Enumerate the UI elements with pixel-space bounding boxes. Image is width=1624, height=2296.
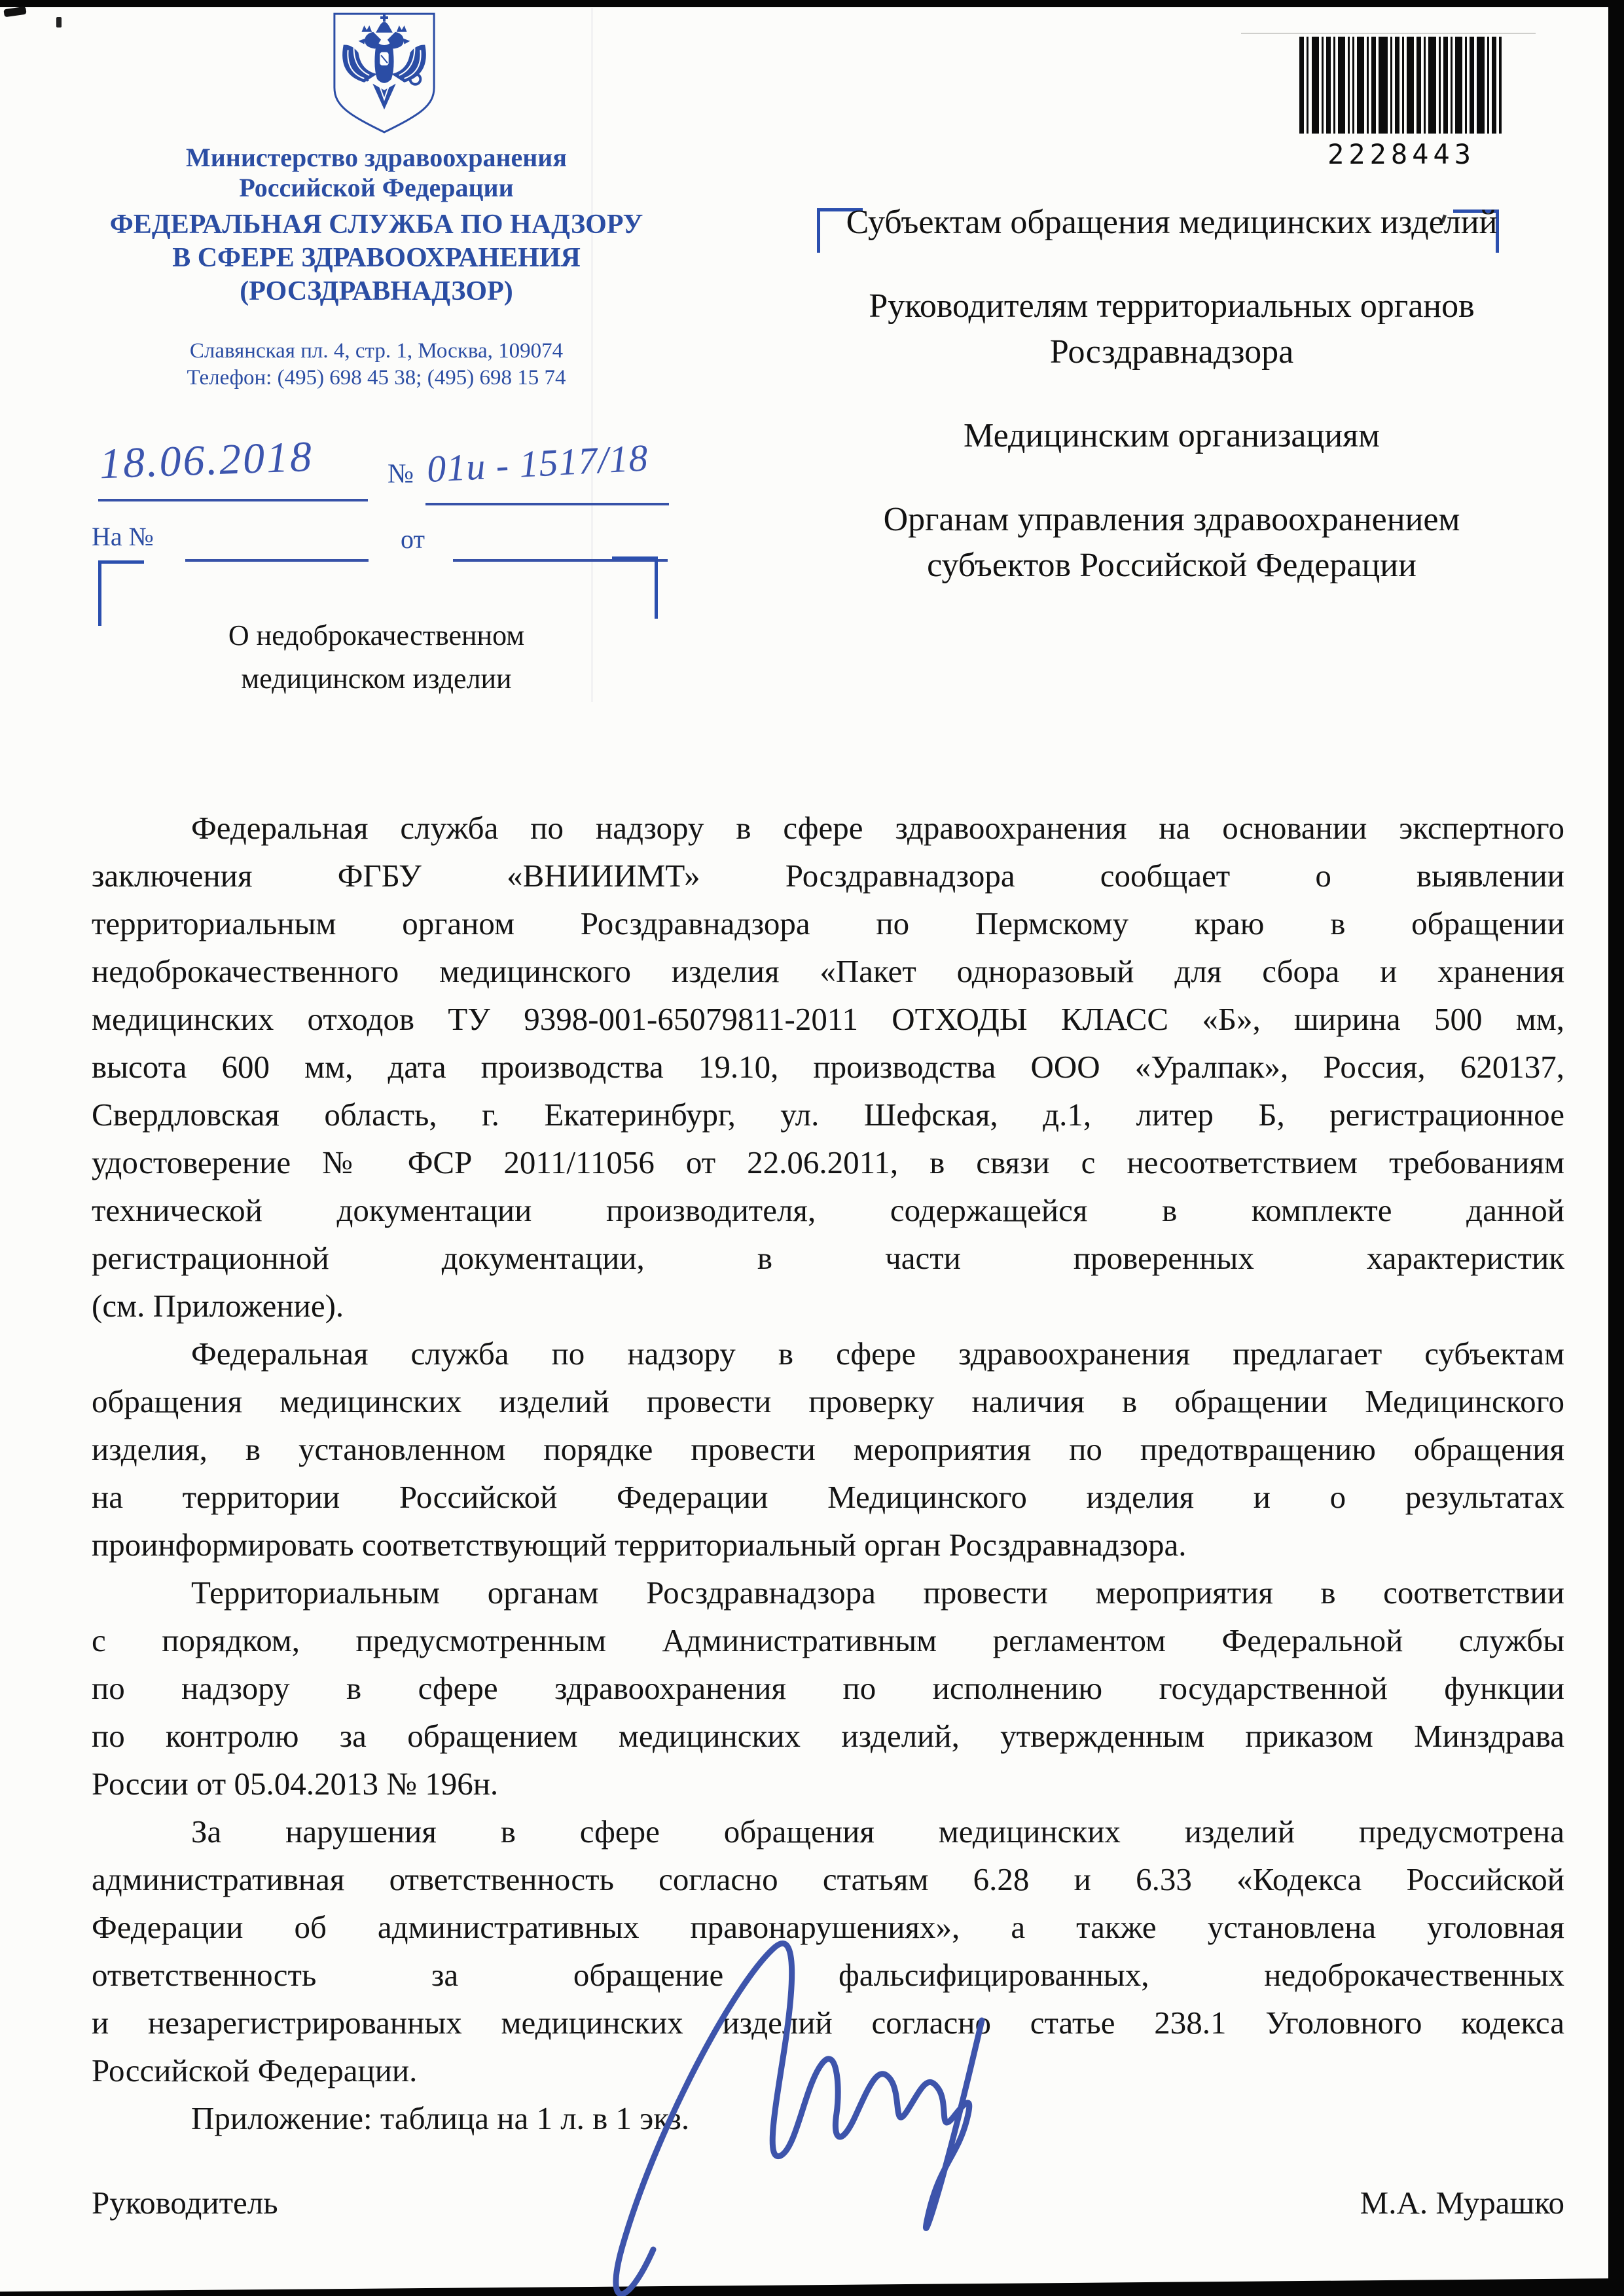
address-line: Телефон: (495) 698 45 38; (495) 698 15 74 [187, 366, 566, 390]
russia-coat-of-arms-icon [329, 10, 439, 136]
handwritten-outgoing-number: 01и - 1517/18 [425, 436, 649, 490]
body-line: проинформировать соответствующий территориальный орган Росздравнадзора. [92, 1527, 1187, 1563]
body-line: Федеральная служба по надзору в сфере здравоохранения предлагает субъектам [191, 1336, 1564, 1372]
barcode-number: 2228443 [1327, 138, 1475, 170]
barcode-icon [1299, 37, 1504, 134]
signature-scribble-icon [576, 1935, 995, 2296]
recipient-item: Руководителям территориальных органов Росздравнадзора [869, 287, 1475, 371]
body-line: на территории Российской Федерации Медицинского изделия и о результатах [92, 1479, 1564, 1515]
body-line: недоброкачественного медицинского изделия «Пакет одноразовый для сбора и хранения [92, 953, 1564, 989]
corner-mark-icon [612, 556, 658, 619]
number-sign: № [388, 459, 414, 489]
date-underline [98, 499, 368, 501]
body-line: по надзору в сфере здравоохранения по исполнению государственной функции [92, 1670, 1564, 1706]
body-line: ответственность за обращение фальсифицированных, недоброкачественных [92, 1957, 1564, 1993]
body-line: территориальным органом Росздравнадзора по Пермскому краю в обращении [92, 905, 1564, 941]
body-line: изделия, в установленном порядке провести мероприятия по предотвращению обращения [92, 1431, 1564, 1467]
body-line: Российской Федерации. [92, 2052, 418, 2088]
body-line: За нарушения в сфере обращения медицинских изделий предусмотрена [191, 1813, 1564, 1850]
body-line: технической документации производителя, содержащейся в комплекте данной [92, 1192, 1564, 1228]
federal-service-name [39, 208, 713, 308]
service-line: ФЕДЕРАЛЬНАЯ СЛУЖБА ПО НАДЗОРУ [109, 210, 643, 240]
scan-edge-top [0, 0, 1624, 7]
body-line: Свердловская область, г. Екатеринбург, ул. Шефская, д.1, литер Б, регистрационное [92, 1097, 1564, 1133]
scan-edge-right [1608, 0, 1624, 2296]
body-line: удостоверение № ФСР 2011/11056 от 22.06.2011, в связи с несоответствием требованиям [92, 1144, 1564, 1180]
body-line: высота 600 мм, дата производства 19.10, производства ООО «Уралпак», Россия, 620137, [92, 1049, 1564, 1085]
body-line: регистрационной документации, в части проверенных характеристик [92, 1240, 1564, 1276]
body-line: обращения медицинских изделий провести проверку наличия в обращении Медицинского [92, 1383, 1564, 1419]
reply-from-label: от [401, 524, 425, 554]
body-line: по контролю за обращением медицинских изделий, утвержденным приказом Минздрава [92, 1718, 1564, 1754]
reply-to-label: На № [92, 522, 154, 551]
ministry-line: Российской Федерации [239, 173, 514, 202]
body-line: заключения ФГБУ «ВНИИИМТ» Росздравнадзора сообщает о выявлении [92, 858, 1564, 894]
body-line: и незарегистрированных медицинских изделий согласно статье 238.1 Уголовного кодекса [92, 2005, 1564, 2041]
body-line: Территориальным органам Росздравнадзора провести мероприятия в соответствии [191, 1575, 1564, 1611]
reply-number-underline [185, 559, 369, 562]
corner-mark-icon [98, 560, 144, 626]
body-line: Федерации об административных правонарушениях», а также установлена уголовная [92, 1909, 1564, 1945]
barcode [1299, 37, 1504, 170]
signer-name: М.А. Мурашко [1360, 2185, 1564, 2221]
letterhead-address [59, 338, 694, 392]
service-line: В СФЕРЕ ЗДРАВООХРАНЕНИЯ [172, 243, 581, 273]
handwritten-date: 18.06.2018 [98, 432, 315, 488]
body-line: с порядком, предусмотренным Административным регламентом Федеральной службы [92, 1622, 1564, 1658]
body-line: административная ответственность согласно статьям 6.28 и 6.33 «Кодекса Российской [92, 1861, 1564, 1897]
body-line: Приложение: таблица на 1 л. в 1 экз. [191, 2100, 690, 2136]
barcode-label-edge [1241, 33, 1536, 34]
signer-title: Руководитель [92, 2185, 278, 2221]
recipient-item: Медицинским организациям [964, 417, 1380, 454]
ministry-name [59, 143, 694, 203]
service-line: (РОСЗДРАВНАДЗОР) [240, 276, 513, 306]
recipient-item: Субъектам обращения медицинских изделий [846, 204, 1498, 241]
scan-speck [3, 7, 26, 18]
recipients-block [815, 200, 1528, 627]
number-underline [425, 503, 669, 505]
recipient-item: Органам управления здравоохранением субъектов Российской Федерации [883, 501, 1460, 584]
signature-row [92, 2184, 1564, 2221]
scan-speck [56, 17, 62, 27]
body-line: (см. Приложение). [92, 1288, 344, 1324]
body-line: России от 05.04.2013 № 196н. [92, 1766, 499, 1802]
body-line: Федеральная служба по надзору в сфере здравоохранения на основании экспертного [191, 810, 1564, 846]
ministry-line: Министерство здравоохранения [186, 143, 567, 172]
body-line: медицинских отходов ТУ 9398-001-65079811-2011 ОТХОДЫ КЛАСС «Б», ширина 500 мм, [92, 1001, 1564, 1037]
letter-subject: О недоброкачественном медицинском изделии [228, 619, 525, 695]
address-line: Славянская пл. 4, стр. 1, Москва, 109074 [189, 339, 564, 363]
